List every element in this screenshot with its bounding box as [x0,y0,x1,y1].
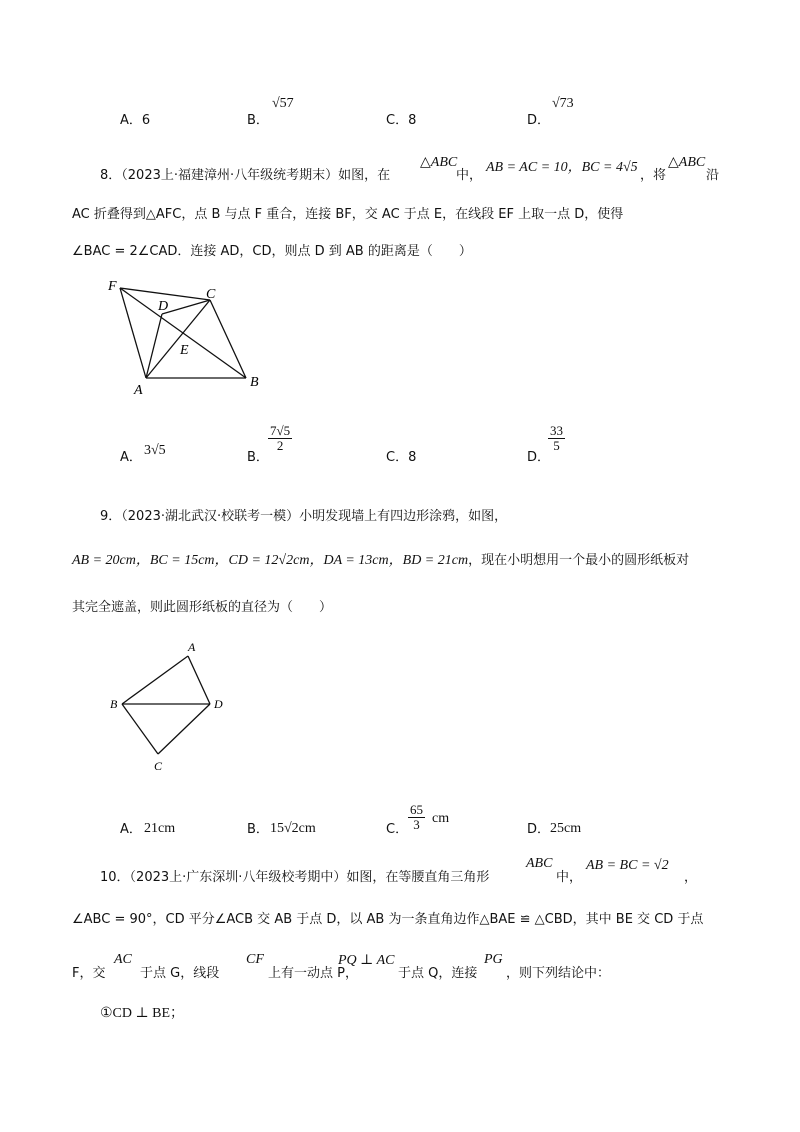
q9-measure-2: ，DA = 13cm [309,553,389,568]
q10-number: 10． [100,870,130,885]
q9-label-c: C [154,759,163,773]
q10-source: （2023上·广东深圳·八年级校考期中） [129,870,347,885]
q10-line3-a: F，交 [72,966,106,981]
q9-measure-1: AB = 20cm，BC = 15cm，CD = 12√2cm [72,553,310,568]
q9-option-c-unit: cm [432,811,450,826]
q7-option-d-value: √73 [552,96,574,111]
q10-line3-pg: PG [484,952,503,967]
q8-triangle-1: △ABC [420,155,458,170]
q7-option-d[interactable]: D． [527,113,551,128]
q8-label-a: A [134,383,143,398]
q8-source: （2023上·福建漳州·八年级统考期末） [121,168,339,183]
q9-label-b: B [110,697,118,711]
q7-option-a[interactable]: A．6 [120,113,151,128]
q10-line3-cf: CF [246,952,264,967]
q8-line2: AC 折叠得到△AFC，点 B 与点 F 重合，连接 BF，交 AC 于点 E，在线段 EF 上取一点 D，使得 [72,207,624,222]
q8-number: 8． [100,168,122,183]
q10-triangle: ABC [526,856,553,871]
q10-line3-d: 于点 Q，连接 [398,966,478,981]
q9-source: （2023·湖北武汉·校联考一模） [121,509,300,524]
q8-option-c[interactable]: C．8 [386,450,417,465]
q8-option-d[interactable]: D． [527,450,551,465]
q8-text-jiang: ，将 [640,168,667,183]
q8-figure [100,272,270,402]
q8-text-yan: 沿 [706,168,720,183]
q9-option-d[interactable]: D． [527,822,551,837]
q10-line1: 10．（2023上·广东深圳·八年级校考期中）如图，在等腰直角三角形 [100,870,490,885]
q10-line3-e: ，则下列结论中： [506,966,611,981]
q9-line3: 其完全遮盖，则此圆形纸板的直径为（ ） [72,600,333,615]
q10-item-1: ①CD ⊥ BE； [100,1006,185,1021]
q7-option-b[interactable]: B． [247,113,269,128]
q7-option-b-value: √57 [272,96,294,111]
q8-text-zhong: 中， [456,168,483,183]
q8-label-f: F [108,279,117,294]
q8-line3: ∠BAC = 2∠CAD．连接 AD，CD，则点 D 到 AB 的距离是（ ） [72,244,472,259]
q10-condition: AB = BC = √2 [586,858,669,873]
q8-option-d-fraction: $\frac{33}{5}$ [550,423,563,453]
q8-line1: 8．（2023上·福建漳州·八年级统考期末）如图，在 [100,168,391,183]
q9-line1: 9．（2023·湖北武汉·校联考一模）小明发现墙上有四边形涂鸦，如图， [100,509,508,524]
q9-number: 9． [100,509,122,524]
q8-option-a[interactable]: A． [120,450,142,465]
q9-label-a: A [188,640,196,654]
q9-measure-3: ，BD = 21cm [388,553,469,568]
q8-label-c: C [206,287,216,302]
q9-label-d: D [214,697,223,711]
q9-option-a[interactable]: A． [120,822,142,837]
q8-label-e: E [180,343,189,358]
q8-option-a-value: 3√5 [144,443,166,458]
q8-condition: AB = AC = 10，BC = 4√5 [486,160,638,175]
q7-option-c[interactable]: C．8 [386,113,417,128]
q9-option-d-value: 25cm [550,821,582,836]
q10-line3-b: 于点 G，线段 [140,966,220,981]
q9-line2 [72,549,689,569]
q8-label-d: D [158,299,169,314]
q10-line3-c: 上有一动点 P， [268,966,358,981]
q9-figure [100,636,240,776]
q9-line2-tail: ，现在小明想用一个最小的圆形纸板对 [468,553,690,568]
q9-option-b[interactable]: B． [247,822,269,837]
q10-line3-ac: AC [114,952,132,967]
q8-option-b[interactable]: B． [247,450,269,465]
q10-text-zhong: 中， [556,870,583,885]
q8-label-b: B [250,375,259,390]
q10-line2: ∠ABC = 90°，CD 平分∠ACB 交 AB 于点 D，以 AB 为一条直角边作△BAE ≌ △CBD，其中 BE 交 CD 于点 [72,912,704,927]
q9-option-c[interactable]: C． [386,822,409,837]
q9-option-c-fraction: $\frac{65}{3}$ [410,802,423,832]
q8-triangle-2: △ABC [668,155,706,170]
q9-option-a-value: 21cm [144,821,176,836]
q9-option-b-value: 15√2cm [270,821,316,836]
q10-comma: ， [684,870,698,885]
q10-line3-pq: PQ ⊥ AC [338,953,395,968]
q8-option-b-fraction: $\frac{7√5}{2}$ [270,423,291,453]
